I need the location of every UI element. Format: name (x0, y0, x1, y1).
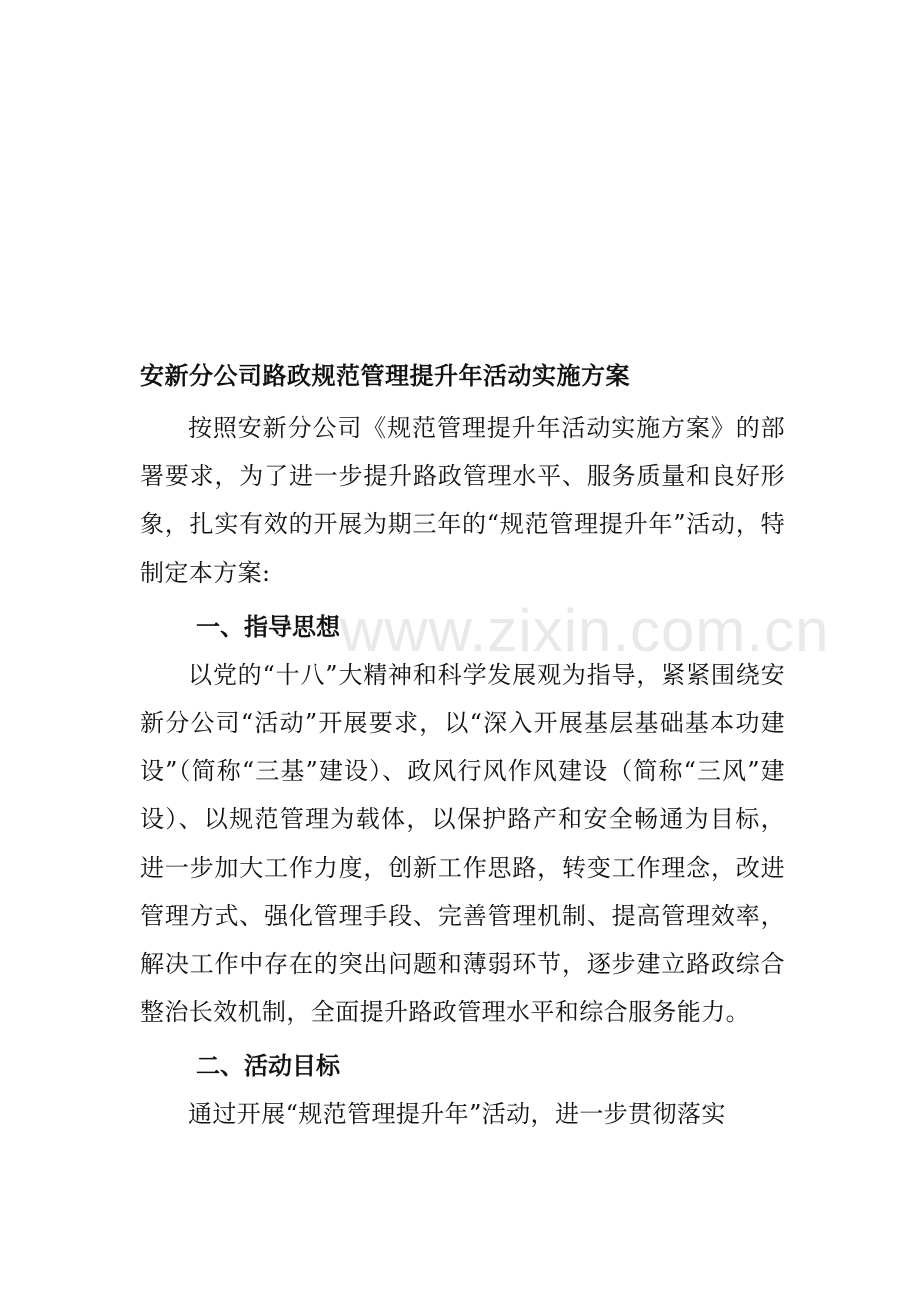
section-body-activity-goals: 通过开展“规范管理提升年”活动，进一步贯彻落实 (188, 1100, 726, 1129)
watermark: www.zixin.com.cn (340, 597, 830, 664)
document-body (140, 352, 785, 1139)
section-heading-activity-goals: 二、活动目标 (196, 1052, 340, 1081)
section-heading-guiding-ideology: 一、指导思想 (196, 612, 340, 641)
intro-paragraph: 按照安新分公司《规范管理提升年活动实施方案》的部署要求，为了进一步提升路政管理水平、服务质量和良好形象，扎实有效的开展为期三年的“规范管理提升年”活动，特制定本方案: (140, 414, 785, 587)
section-body-guiding-ideology: 以党的“十八”大精神和科学发展观为指导，紧紧围绕安新分公司“活动”开展要求，以“深入开展基层基础基本功建设”（简称“三基”建设）、政风行风作风建设（简称“三风”建设）、以规范管理为载体，以保护路产和安全畅通为目标，进一步加大工作力度，创新工作思路，转变工作理念，改进管理方式、强化管理手段、完善管理机制、提高管理效率，解决工作中存在的突出问题和薄弱环节，逐步建立路政综合整治长效机制，全面提升路政管理水平和综合服务能力。 (140, 660, 785, 1027)
document-title: 安新分公司路政规范管理提升年活动实施方案 (140, 362, 630, 390)
